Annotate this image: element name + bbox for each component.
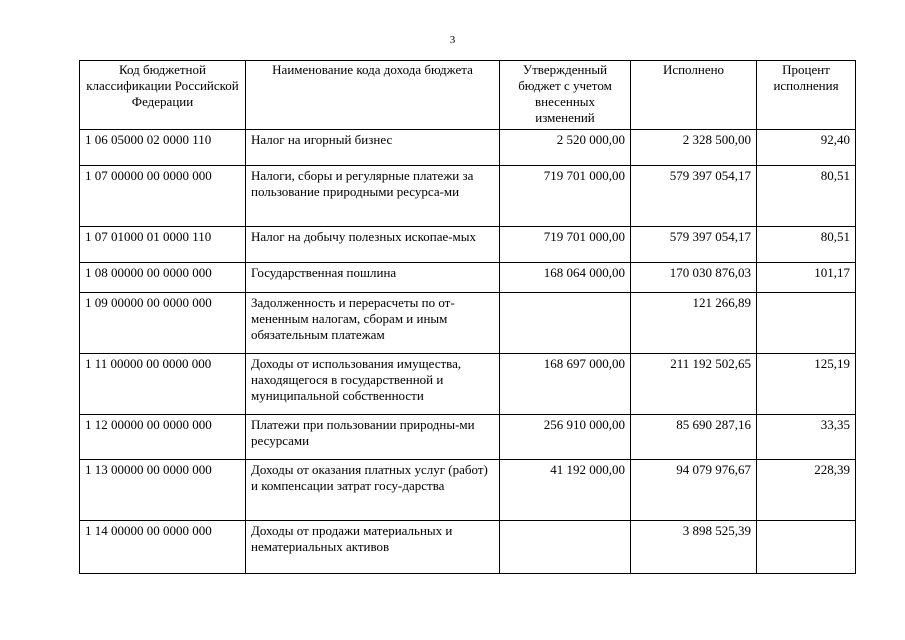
- row-approved: 719 701 000,00: [500, 166, 631, 227]
- row-approved: 256 910 000,00: [500, 415, 631, 460]
- page-number: 3: [449, 34, 456, 46]
- row-name: Налог на игорный бизнес: [246, 130, 500, 166]
- row-percent: 92,40: [757, 130, 856, 166]
- table-row: [80, 130, 856, 166]
- row-approved: 168 064 000,00: [500, 263, 631, 293]
- header-code: Код бюджетной классификации Российской Федерации: [80, 61, 246, 130]
- row-executed: 579 397 054,17: [631, 166, 757, 227]
- row-percent: 80,51: [757, 227, 856, 263]
- table-header-row: [80, 61, 856, 130]
- row-percent: 80,51: [757, 166, 856, 227]
- row-executed: 3 898 525,39: [631, 521, 757, 574]
- table-row: [80, 415, 856, 460]
- table-row: [80, 460, 856, 521]
- row-percent: 33,35: [757, 415, 856, 460]
- row-percent: 228,39: [757, 460, 856, 521]
- row-percent: [757, 521, 856, 574]
- row-name: Доходы от использования имущества, находящегося в государственной и муниципальной собственности: [246, 354, 500, 415]
- row-percent: 101,17: [757, 263, 856, 293]
- budget-table: [79, 60, 856, 574]
- row-executed: 170 030 876,03: [631, 263, 757, 293]
- table-row: [80, 354, 856, 415]
- row-name: Доходы от оказания платных услуг (работ) и компенсации затрат госу-дарства: [246, 460, 500, 521]
- row-code: 1 09 00000 00 0000 000: [80, 293, 246, 354]
- row-code: 1 07 01000 01 0000 110: [80, 227, 246, 263]
- row-approved: 168 697 000,00: [500, 354, 631, 415]
- header-percent: Процент исполнения: [757, 61, 856, 130]
- header-name: Наименование кода дохода бюджета: [246, 61, 500, 130]
- row-executed: 2 328 500,00: [631, 130, 757, 166]
- row-approved: 719 701 000,00: [500, 227, 631, 263]
- row-approved: 2 520 000,00: [500, 130, 631, 166]
- row-executed: 579 397 054,17: [631, 227, 757, 263]
- row-percent: [757, 293, 856, 354]
- row-code: 1 07 00000 00 0000 000: [80, 166, 246, 227]
- row-name: Государственная пошлина: [246, 263, 500, 293]
- row-executed: 94 079 976,67: [631, 460, 757, 521]
- row-approved: 41 192 000,00: [500, 460, 631, 521]
- row-name: Задолженность и перерасчеты по от-мененным налогам, сборам и иным обязательным платежам: [246, 293, 500, 354]
- row-executed: 121 266,89: [631, 293, 757, 354]
- table-row: [80, 166, 856, 227]
- header-approved: Утвержденный бюджет с учетом внесенных изменений: [500, 61, 631, 130]
- row-code: 1 06 05000 02 0000 110: [80, 130, 246, 166]
- row-executed: 211 192 502,65: [631, 354, 757, 415]
- header-executed: Исполнено: [631, 61, 757, 130]
- row-code: 1 14 00000 00 0000 000: [80, 521, 246, 574]
- row-code: 1 12 00000 00 0000 000: [80, 415, 246, 460]
- row-name: Налог на добычу полезных ископае-мых: [246, 227, 500, 263]
- table-row: [80, 263, 856, 293]
- row-name: Платежи при пользовании природны-ми ресурсами: [246, 415, 500, 460]
- table-row: [80, 293, 856, 354]
- row-percent: 125,19: [757, 354, 856, 415]
- row-name: Доходы от продажи материальных и нематериальных активов: [246, 521, 500, 574]
- row-code: 1 08 00000 00 0000 000: [80, 263, 246, 293]
- table-row: [80, 521, 856, 574]
- table-row: [80, 227, 856, 263]
- row-code: 1 13 00000 00 0000 000: [80, 460, 246, 521]
- row-name: Налоги, сборы и регулярные платежи за пользование природными ресурса-ми: [246, 166, 500, 227]
- row-approved: [500, 293, 631, 354]
- row-executed: 85 690 287,16: [631, 415, 757, 460]
- row-code: 1 11 00000 00 0000 000: [80, 354, 246, 415]
- row-approved: [500, 521, 631, 574]
